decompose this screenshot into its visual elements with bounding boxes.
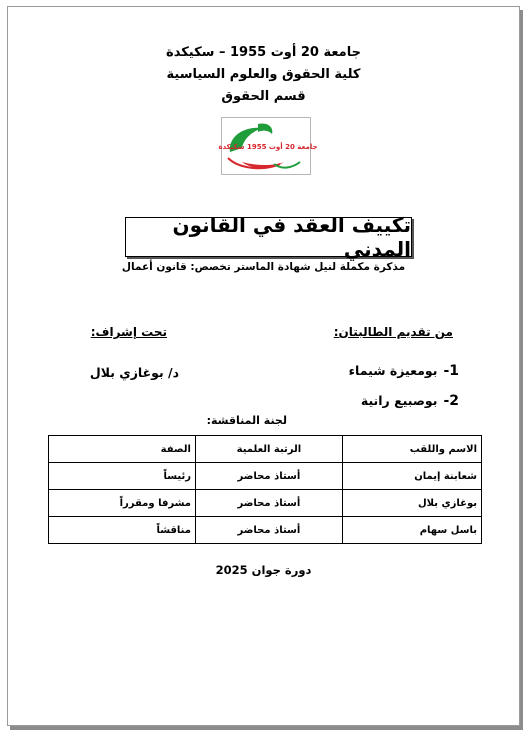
member-role: مناقشاً xyxy=(49,517,196,544)
member-name: شعابنة إيمان xyxy=(342,463,481,490)
committee-label: لجنة المناقشة: xyxy=(206,414,287,427)
supervisor-name: د/ بوغازي بلال xyxy=(89,365,179,380)
header-name: الاسم واللقب xyxy=(342,436,481,463)
faculty-name: كلية الحقوق والعلوم السياسية xyxy=(166,67,361,82)
member-name: باسل سهام xyxy=(342,517,481,544)
thesis-title: تكييف العقد في القانون المدني xyxy=(125,217,412,257)
student-name: بومعيزة شيماء xyxy=(348,363,438,378)
student-item xyxy=(349,363,459,379)
student-number: 2- xyxy=(443,393,459,409)
supervision-label: تحت إشراف: xyxy=(90,325,167,339)
student-name: بوصبيع رانية xyxy=(360,393,438,408)
header-rank: الرتبة العلمية xyxy=(195,436,342,463)
header-role: الصفة xyxy=(49,436,196,463)
university-logo xyxy=(218,117,318,175)
member-rank: أستاذ محاضر xyxy=(195,463,342,490)
member-rank: أستاذ محاضر xyxy=(195,517,342,544)
table-row xyxy=(49,463,482,490)
logo-emblem-icon xyxy=(218,118,318,174)
document-page xyxy=(7,6,520,726)
member-role: مشرفا ومقرراً xyxy=(49,490,196,517)
member-role: رئيساً xyxy=(49,463,196,490)
thesis-subtitle: مذكرة مكملة لنيل شهادة الماستر تخصص: قانون أعمال xyxy=(121,261,406,273)
member-rank: أستاذ محاضر xyxy=(195,490,342,517)
university-name: جامعة 20 أوت 1955 – سكيكدة xyxy=(166,45,361,60)
table-header-row xyxy=(49,436,482,463)
student-item xyxy=(361,393,459,409)
member-name: بوغازي بلال xyxy=(342,490,481,517)
table-row xyxy=(49,490,482,517)
session-label: دورة جوان 2025 xyxy=(215,563,312,577)
student-number: 1- xyxy=(443,363,459,379)
department-name: قسم الحقوق xyxy=(221,89,306,104)
table-row xyxy=(49,517,482,544)
students-label: من تقديم الطالبتان: xyxy=(333,325,453,339)
committee-table xyxy=(48,435,482,544)
logo-text: جامعة 20 أوت 1955 سكيكدة xyxy=(218,143,318,151)
